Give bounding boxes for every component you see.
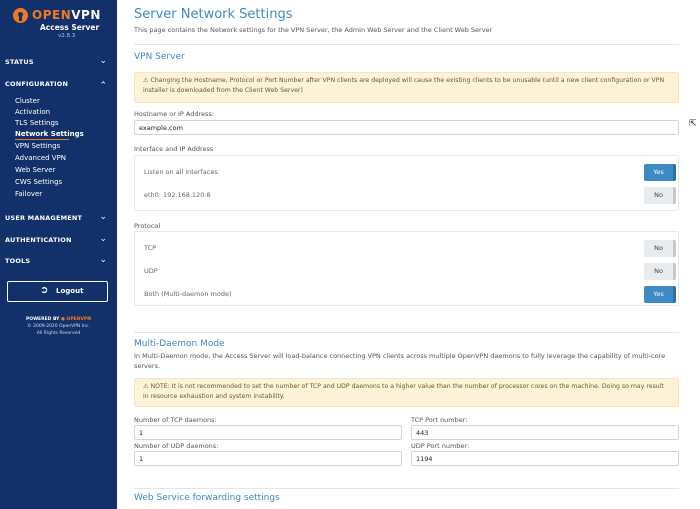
nav-section-configuration[interactable] [0, 76, 117, 94]
powered-by-logo-icon: ● [61, 317, 65, 322]
openvpn-logo[interactable] [0, 6, 117, 46]
logout-label: Logout [56, 287, 84, 295]
openvpn-logo-icon [13, 8, 28, 23]
eth0-label: eth0: 192.168.120.8 [144, 191, 211, 199]
nav-section-label: TOOLS [5, 257, 31, 265]
both-toggle[interactable]: Yes [644, 286, 676, 303]
nav-section-status[interactable] [0, 54, 117, 72]
logout-icon: ➲ [40, 285, 49, 296]
powered-by [0, 317, 117, 322]
sidebar-item-tls-settings[interactable]: TLS Settings [15, 119, 59, 127]
tcp-port-label: TCP Port number: [411, 416, 468, 424]
interface-panel [134, 155, 679, 211]
powered-by-brand: OPENVPN [66, 317, 92, 322]
chevron-down-icon: ⌄ [99, 212, 107, 222]
section-divider [134, 488, 679, 489]
udp-port-label: UDP Port number: [411, 442, 470, 450]
nav-section-label: USER MANAGEMENT [5, 214, 83, 222]
interface-group-label: Interface and IP Address [134, 145, 214, 153]
tcp-port-input[interactable]: 443 [411, 425, 679, 440]
section-divider [134, 44, 679, 45]
protocol-panel [134, 231, 679, 306]
chevron-up-icon: ⌃ [99, 81, 107, 91]
page-description: This page contains the Network settings for the VPN Server, the Admin Web Server and the Client Web Server [134, 26, 493, 34]
sidebar-item-vpn-settings[interactable]: VPN Settings [15, 142, 61, 150]
sidebar-item-network-settings[interactable]: Network Settings [15, 130, 84, 138]
active-item-underline [15, 139, 69, 140]
nav-section-user-management[interactable] [0, 210, 117, 228]
sidebar [0, 0, 117, 509]
listen-all-label: Listen on all interfaces [144, 168, 218, 176]
eth0-toggle[interactable]: No [644, 187, 676, 204]
udp-daemons-label: Number of UDP daemons: [134, 442, 219, 450]
chevron-down-icon: ⌄ [99, 56, 107, 66]
udp-daemons-input[interactable]: 1 [134, 451, 402, 466]
main-content [117, 0, 700, 509]
mouse-cursor-icon: ⇱ [689, 119, 697, 129]
nav-section-authentication[interactable] [0, 232, 117, 250]
udp-toggle[interactable]: No [644, 263, 676, 280]
sidebar-item-web-server[interactable]: Web Server [15, 166, 56, 174]
listen-all-toggle[interactable]: Yes [644, 164, 676, 181]
logo-version: v2.8.3 [58, 33, 76, 39]
logo-subtitle: Access Server [40, 23, 100, 32]
powered-by-text: POWERED BY [25, 317, 60, 322]
hostname-warning: ⚠ Changing the Hostname, Protocol or Port Number after VPN clients are deployed will cause the existing clients to be unusable (until a new client configuration or VPN installer is downloaded from the Client Web Server) [134, 72, 679, 103]
logout-button[interactable] [7, 281, 108, 302]
udp-label: UDP [144, 267, 158, 275]
sidebar-item-activation[interactable]: Activation [15, 108, 51, 116]
sidebar-item-cws-settings[interactable]: CWS Settings [15, 178, 63, 186]
nav-section-label: CONFIGURATION [5, 80, 69, 88]
protocol-group-label: Protocol [134, 222, 161, 230]
daemon-note: ⚠ NOTE: It is not recommended to set the number of TCP and UDP daemons to a higher value than the number of processor cores on the machine. Doing so may result in resource exhaustion and system instability. [134, 378, 679, 407]
tcp-daemons-label: Number of TCP daemons: [134, 416, 217, 424]
nav-section-label: AUTHENTICATION [5, 236, 72, 244]
tcp-toggle[interactable]: No [644, 240, 676, 257]
tcp-label: TCP [144, 244, 157, 252]
multi-daemon-description: In Multi-Daemon mode, the Access Server will load-balance connecting VPN clients across multiple OpenVPN daemons to fully leverage the capability of multi-core servers. [134, 352, 666, 370]
multi-daemon-title: Multi-Daemon Mode [134, 339, 225, 349]
sidebar-item-cluster[interactable]: Cluster [15, 97, 40, 105]
vpn-server-title: VPN Server [134, 52, 185, 62]
chevron-down-icon: ⌄ [99, 255, 107, 265]
nav-section-tools[interactable] [0, 253, 117, 271]
web-service-title: Web Service forwarding settings [134, 493, 280, 503]
copyright-line-1: © 2009-2020 OpenVPN Inc. [27, 324, 90, 329]
nav-section-label: STATUS [5, 58, 34, 66]
udp-port-input[interactable]: 1194 [411, 451, 679, 466]
logo-open-text: OPEN [32, 8, 72, 22]
hostname-input[interactable]: example.com [134, 120, 679, 135]
sidebar-item-failover[interactable]: Failover [15, 190, 43, 198]
tcp-daemons-input[interactable]: 1 [134, 425, 402, 440]
both-label: Both (Multi-daemon mode) [144, 290, 232, 298]
chevron-down-icon: ⌄ [99, 234, 107, 244]
section-divider [134, 332, 679, 333]
sidebar-item-advanced-vpn[interactable]: Advanced VPN [15, 154, 67, 162]
copyright-line-2: All Rights Reserved [36, 331, 81, 336]
hostname-label: Hostname or IP Address: [134, 110, 214, 118]
logo-vpn-text: VPN [71, 8, 101, 22]
page-title: Server Network Settings [134, 7, 293, 22]
